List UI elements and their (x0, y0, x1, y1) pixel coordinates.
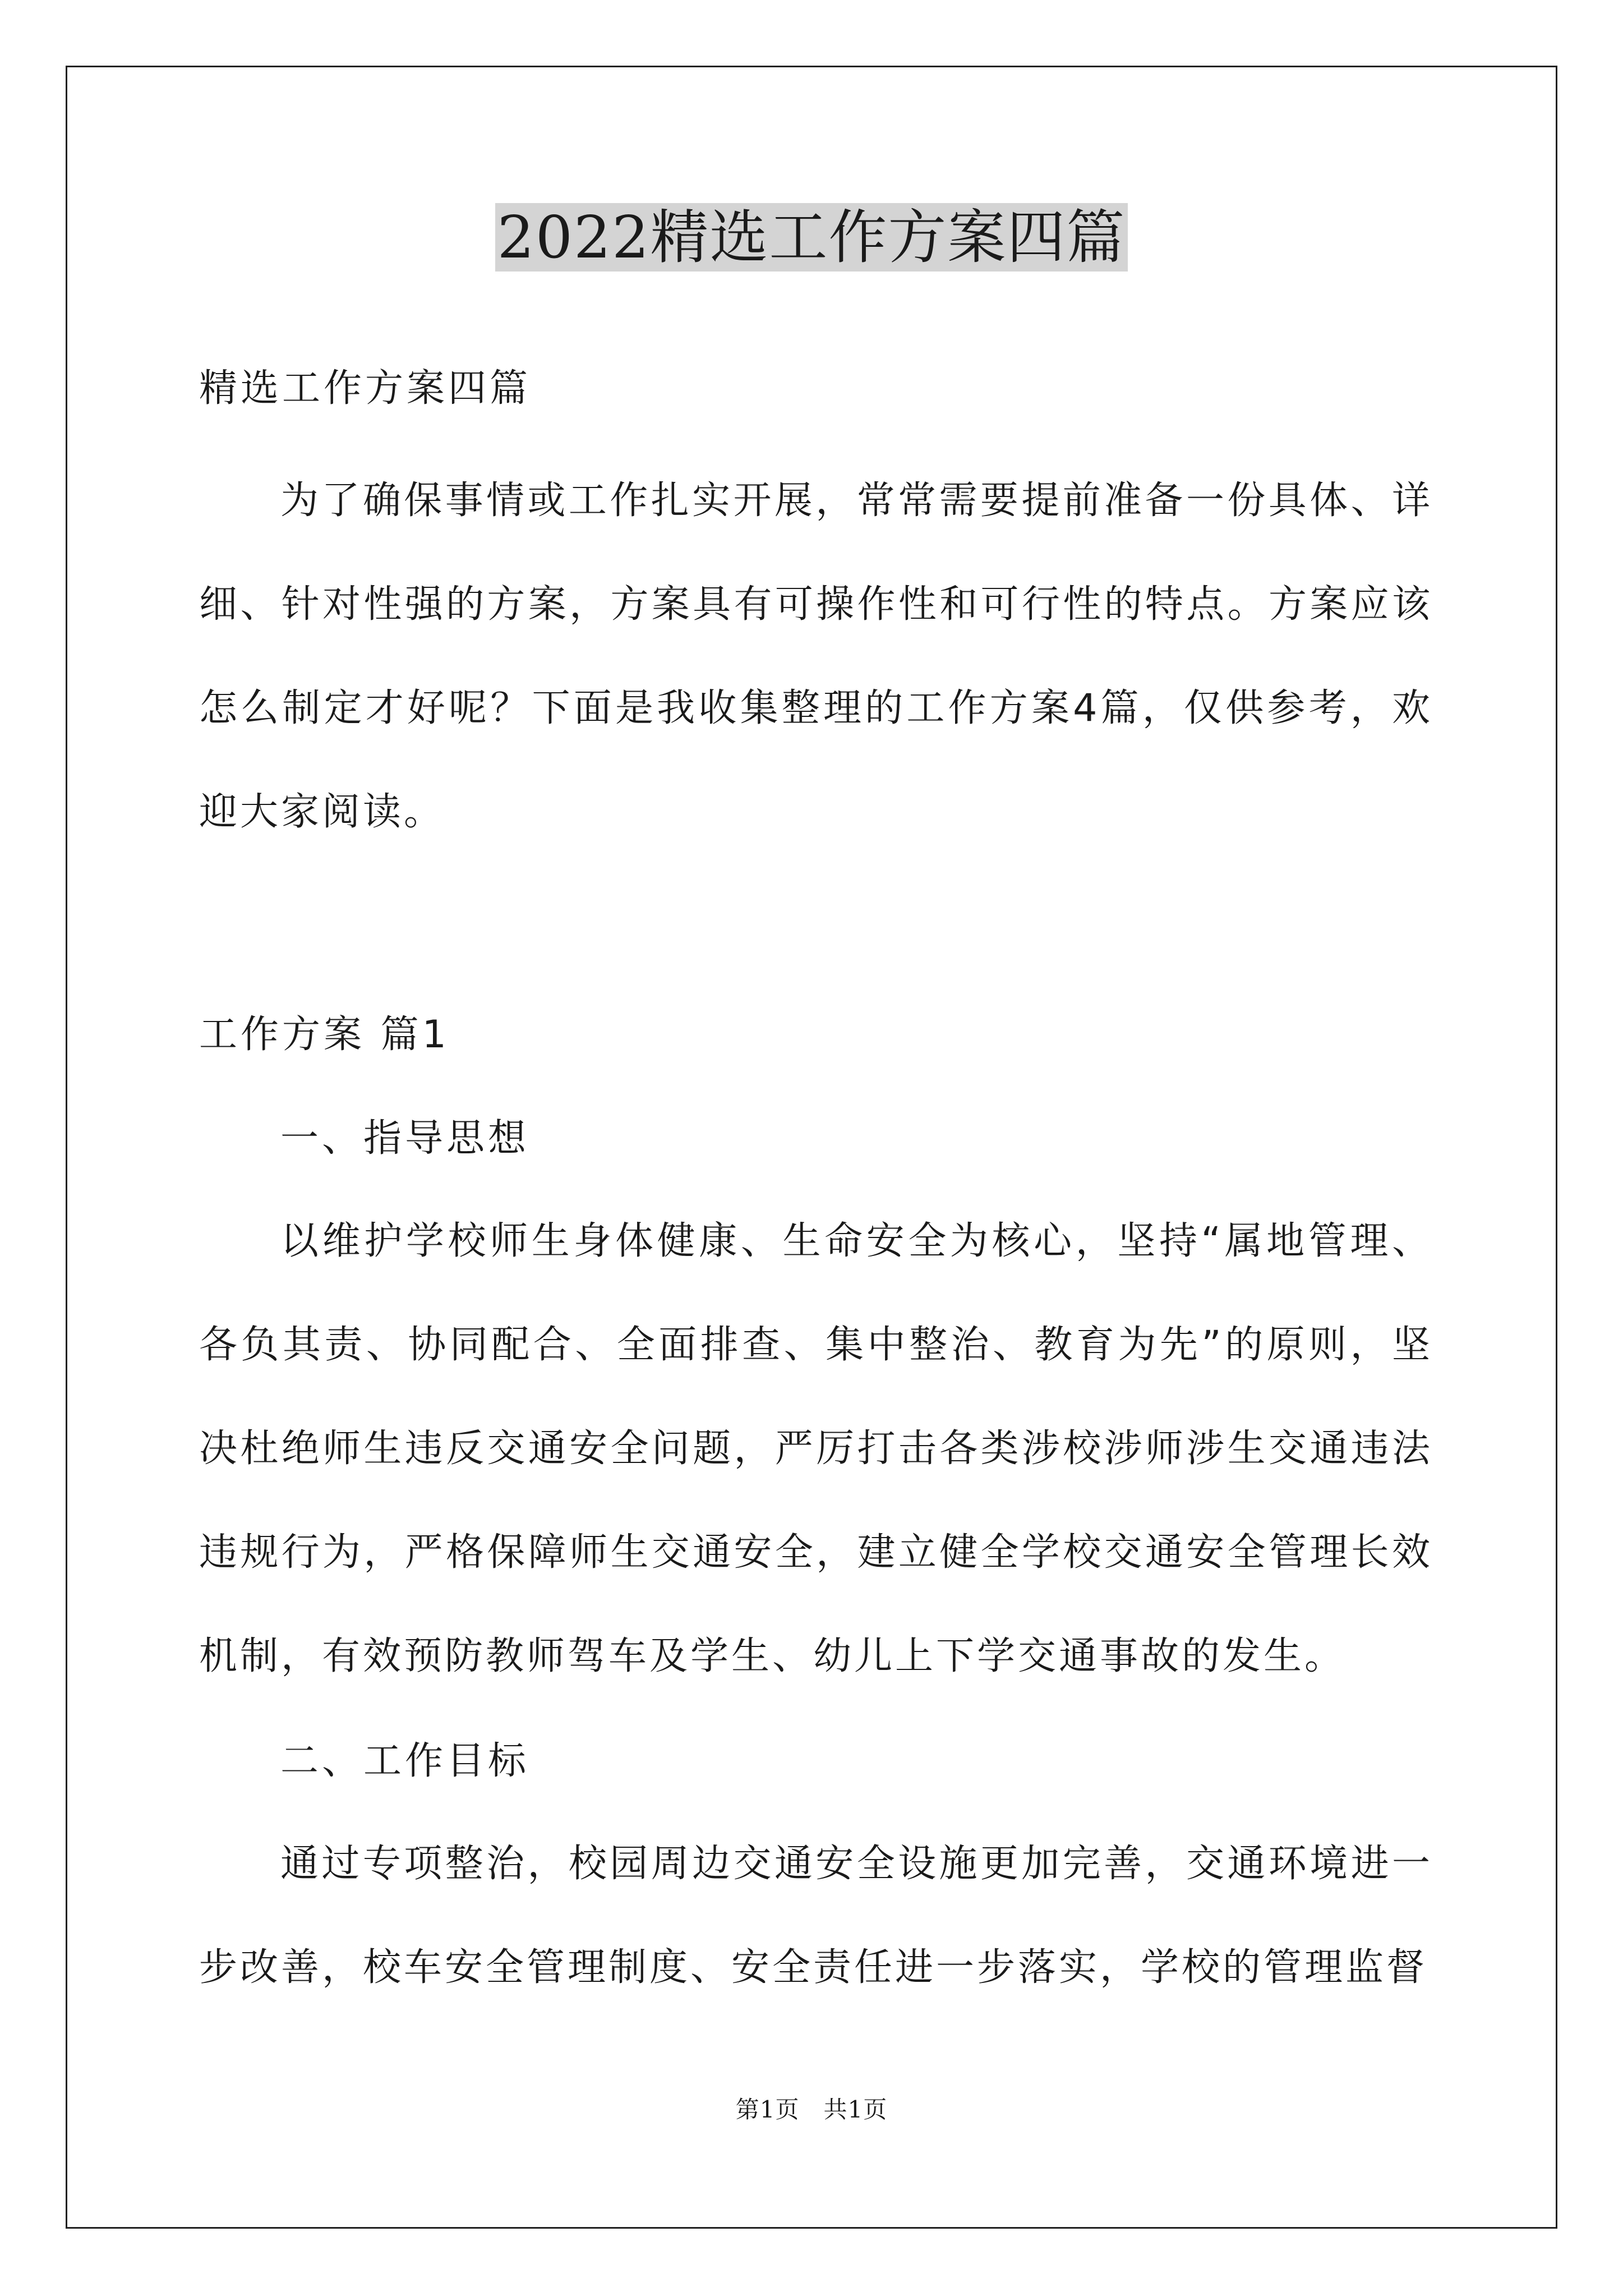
heading-guiding-ideology: 一、指导思想 (280, 1116, 530, 1161)
heading-work-goals: 二、工作目标 (280, 1739, 530, 1783)
paragraph-guiding-ideology: 以维护学校师生身体健康、生命安全为核心，坚持“属地管理、各负其责、协同配合、全面排查、集中整治、教育为先”的原则，坚决杜绝师生违反交通安全问题，严厉打击各类涉校涉师涉生交通违法违规行为，严格保障师生交通安全，建立健全学校交通安全管理长效机制，有效预防教师驾车及学生、幼儿上下学交通事故的发生。 (199, 1219, 1433, 1678)
document-title: 2022精选工作方案四篇 (0, 199, 1623, 275)
intro-paragraph: 为了确保事情或工作扎实开展，常常需要提前准备一份具体、详细、针对性强的方案，方案具有可操作性和可行性的特点。方案应该怎么制定才好呢？下面是我收集整理的工作方案4篇，仅供参考，欢迎大家阅读。 (199, 478, 1433, 834)
document-subtitle: 精选工作方案四篇 (199, 366, 532, 411)
page-footer: 第1页 共1页 (735, 2096, 888, 2123)
section-title: 工作方案 篇1 (199, 1013, 450, 1057)
paragraph-work-goals: 通过专项整治，校园周边交通安全设施更加完善，交通环境进一步改善，校车安全管理制度、安全责任进一步落实，学校的管理监督 (199, 1842, 1433, 1990)
